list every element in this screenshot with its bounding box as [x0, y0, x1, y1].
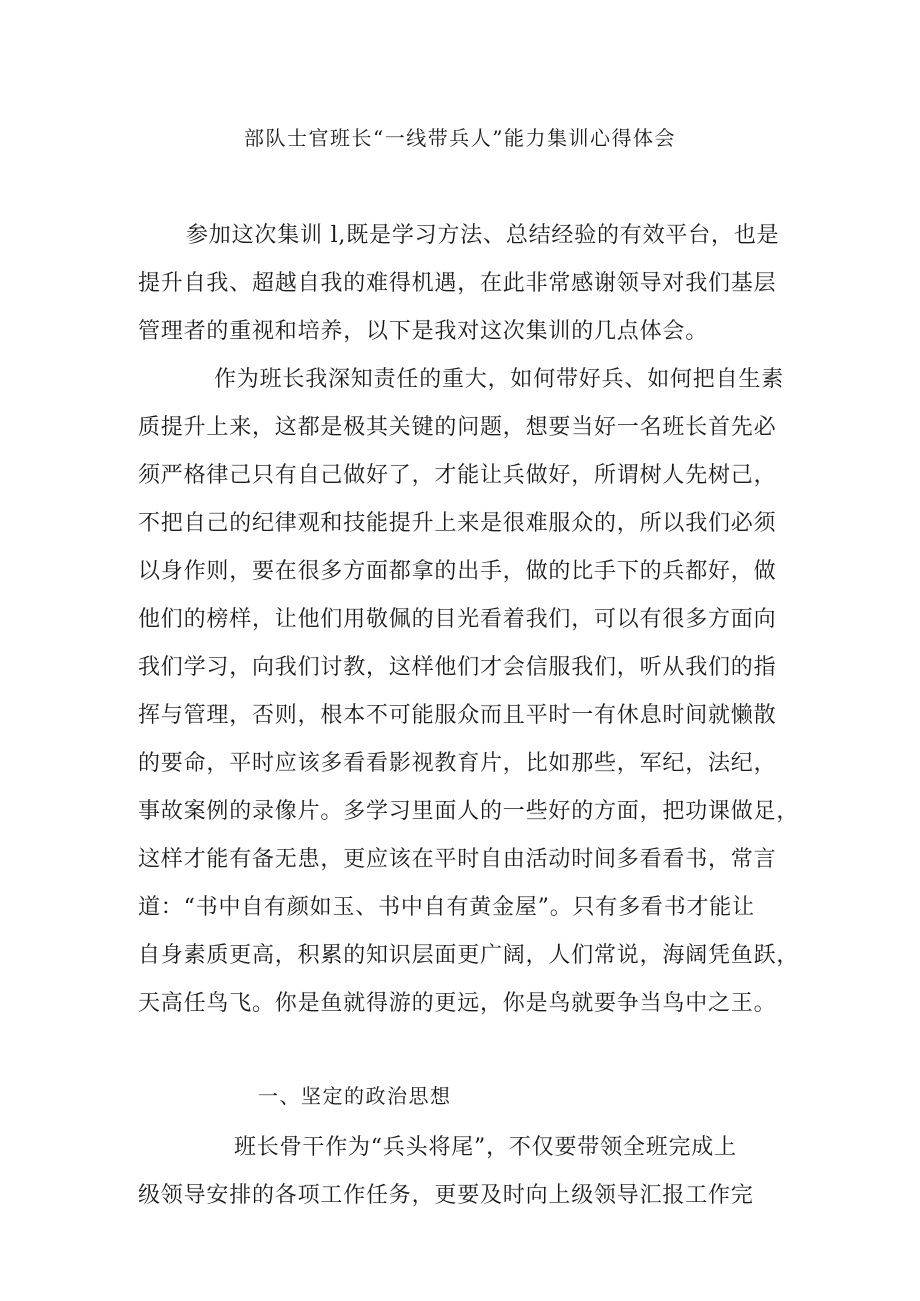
text-line: 这样才能有备无患，更应该在平时自由活动时间多看看书，常言 — [138, 847, 777, 872]
paragraph-intro — [138, 212, 798, 356]
document-title: 部队士官班长“一线带兵人”能力集训心得体会 — [244, 126, 676, 150]
text-line: 参加这次集训 l,既是学习方法、总结经验的有效平台，也是 — [186, 223, 780, 248]
text-line: 质提升上来，这都是极其关键的问题，想要当好一名班长首先必 — [138, 415, 777, 440]
section-heading: 一、坚定的政治思想 — [258, 1084, 452, 1108]
text-line: 须严格律己只有自己做好了，才能让兵做好，所谓树人先树己， — [138, 463, 777, 488]
text-line: 他们的榜样，让他们用敬佩的目光看着我们，可以有很多方面向 — [138, 607, 777, 632]
text-line: 管理者的重视和培养，以下是我对这次集训的几点体会。 — [138, 319, 709, 344]
text-line: 自身素质更高，积累的知识层面更广阔，人们常说，海阔凭鱼跃， — [138, 943, 800, 968]
text-line: 道：“书中自有颜如玉、书中自有黄金屋”。只有多看书才能让 — [138, 895, 755, 920]
text-line: 提升自我、超越自我的难得机遇，在此非常感谢领导对我们基层 — [138, 271, 777, 296]
text-line: 不把自己的纪律观和技能提升上来是很难服众的，所以我们必须 — [138, 511, 777, 536]
text-line: 天高任鸟飞。你是鱼就得游的更远，你是鸟就要争当鸟中之王。 — [138, 991, 777, 1016]
text-line: 的要命，平时应该多看看影视教育片，比如那些，军纪，法纪， — [138, 751, 777, 776]
text-line: 事故案例的录像片。多学习里面人的一些好的方面，把功课做足， — [138, 799, 800, 824]
text-line: 挥与管理，否则，根本不可能服众而且平时一有休息时间就懒散 — [138, 703, 777, 728]
paragraph-body — [138, 356, 798, 1028]
text-line: 班长骨干作为“兵头将尾”，不仅要带领全班完成上 — [234, 1135, 737, 1160]
text-line: 作为班长我深知责任的重大，如何带好兵、如何把自生素 — [214, 367, 785, 392]
text-line: 我们学习，向我们讨教，这样他们才会信服我们，听从我们的指 — [138, 655, 777, 680]
text-line: 以身作则，要在很多方面都拿的出手，做的比手下的兵都好，做 — [138, 559, 777, 584]
text-line: 级领导安排的各项工作任务，更要及时向上级领导汇报工作完 — [138, 1183, 754, 1208]
paragraph-section — [138, 1124, 798, 1220]
